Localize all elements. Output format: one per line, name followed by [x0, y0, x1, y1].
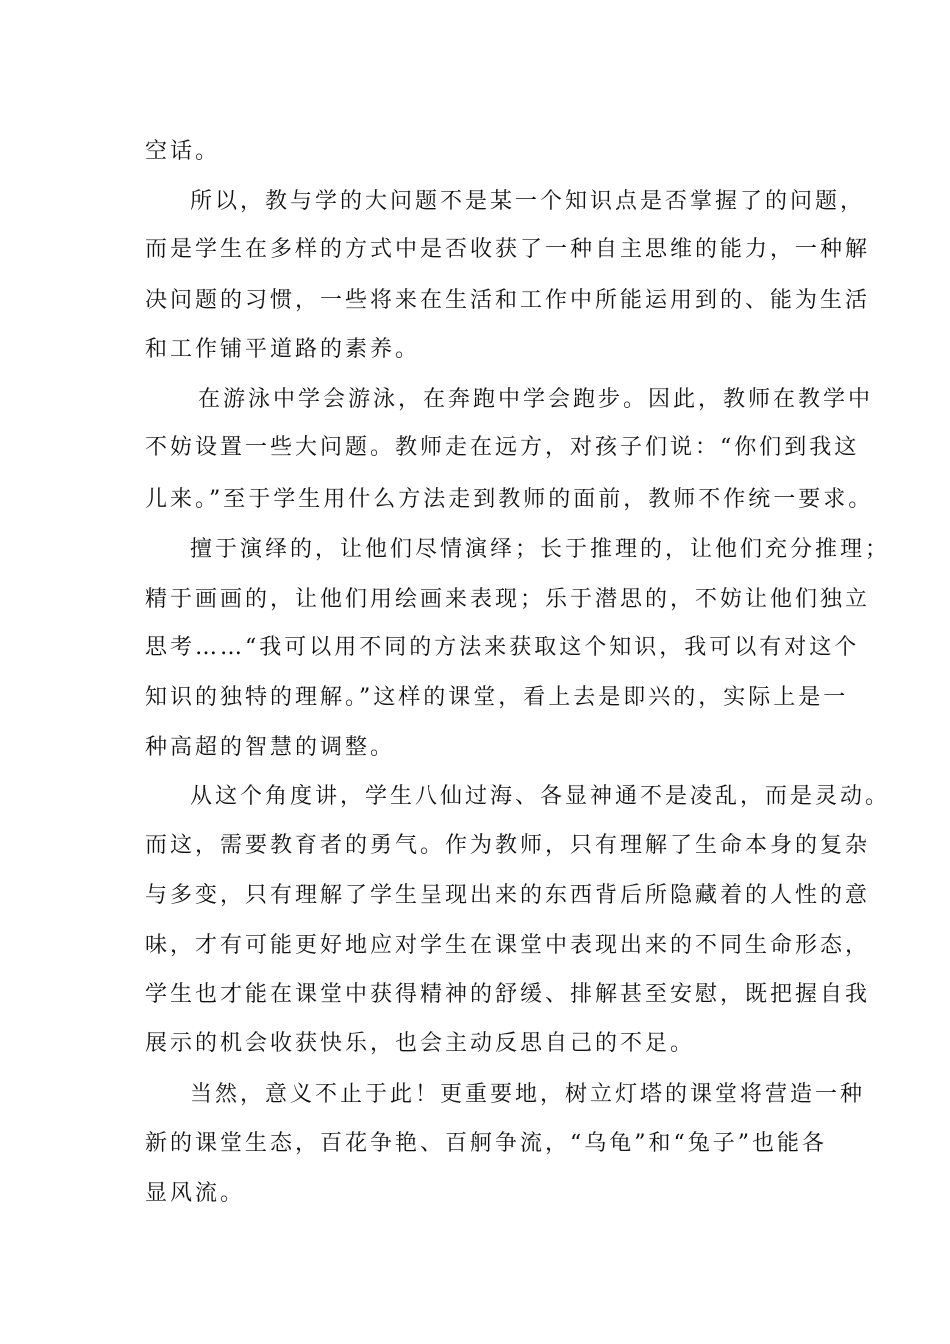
text-line: 思考……“我可以用不同的方法来获取这个知识，我可以有对这个: [145, 635, 860, 660]
text-line: 空话。: [145, 139, 221, 164]
text-line: 当然，意义不止于此！更重要地，树立灯塔的课堂将营造一种: [190, 1082, 866, 1107]
text-line: 擅于演绎的，让他们尽情演绎；长于推理的，让他们充分推理；: [190, 537, 891, 562]
text-line: 儿来。”至于学生用什么方法走到教师的面前，教师不作统一要求。: [145, 487, 874, 512]
text-line: 与多变，只有理解了学生呈现出来的东西背后所隐藏着的人性的意: [145, 883, 871, 908]
text-line: 精于画画的，让他们用绘画来表现；乐于潜思的，不妨让他们独立: [145, 587, 871, 612]
text-line: 不妨设置一些大问题。教师走在远方，对孩子们说：“你们到我这: [145, 435, 860, 460]
text-line: 从这个角度讲，学生八仙过海、各显神通不是凌乱，而是灵动。: [190, 784, 891, 809]
text-line: 和工作铺平道路的素养。: [145, 337, 421, 362]
text-line: 所以，教与学的大问题不是某一个知识点是否掌握了的问题，: [190, 189, 866, 214]
text-line: 知识的独特的理解。”这样的课堂，看上去是即兴的，实际上是一: [145, 685, 849, 710]
text-line: 在游泳中学会游泳，在奔跑中学会跑步。因此，教师在教学中: [198, 387, 874, 412]
text-line: 决问题的习惯，一些将来在生活和工作中所能运用到的、能为生活: [145, 288, 871, 313]
text-line: 而这，需要教育者的勇气。作为教师，只有理解了生命本身的复杂: [145, 833, 871, 858]
text-line: 展示的机会收获快乐，也会主动反思自己的不足。: [145, 1031, 696, 1056]
text-line: 味，才有可能更好地应对学生在课堂中表现出来的不同生命形态，: [145, 933, 871, 958]
text-line: 新的课堂生态，百花争艳、百舸争流，“乌龟”和“兔子”也能各: [145, 1131, 827, 1156]
text-line: 学生也才能在课堂中获得精神的舒缓、排解甚至安慰，既把握自我: [145, 982, 871, 1007]
text-line: 种高超的智慧的调整。: [145, 735, 396, 760]
text-line: 显风流。: [145, 1181, 246, 1206]
text-line: 而是学生在多样的方式中是否收获了一种自主思维的能力，一种解: [145, 237, 871, 262]
